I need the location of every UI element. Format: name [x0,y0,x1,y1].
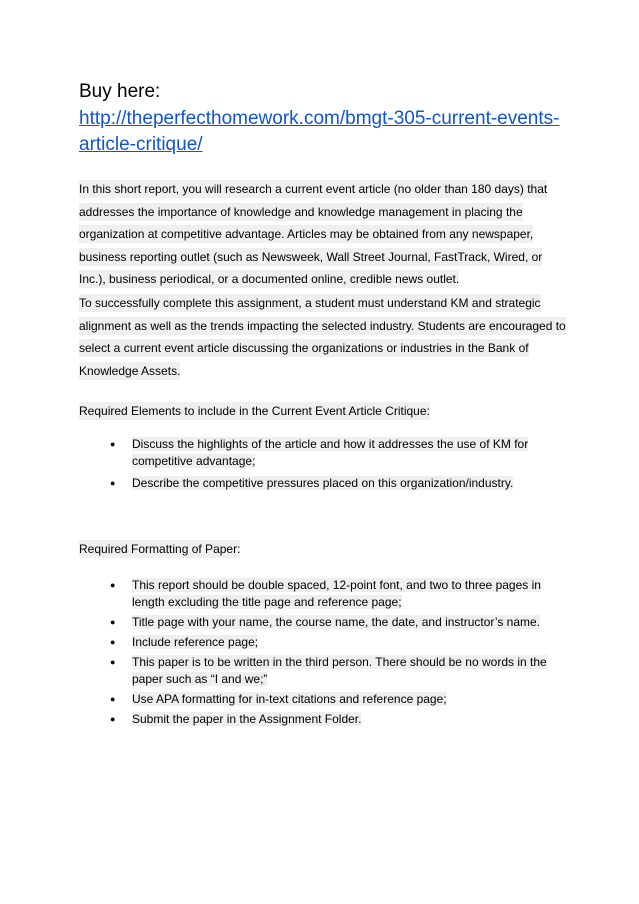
intro-paragraph-text: In this short report, you will research a current event article (no older than 180 days) that addresses the importance of knowledge and knowledge management in placing the organization at competitive advantage. Articles may be obtained from any newspaper, business reporting outlet (such as Newsweek, Wall Street Journal, FastTrack, Wired, or Inc.), business periodical, or a documented online, credible news outlet. [79,182,548,286]
list-item-text: Include reference page; [132,635,259,649]
bullet-icon: ● [110,617,116,627]
bullet-icon: ● [110,439,116,449]
required-formatting-heading [79,538,569,561]
list-item [110,691,560,708]
list-item-text: Use APA formatting for in-text citations and reference page; [132,692,447,706]
required-elements-heading-text: Required Elements to include in the Current Event Article Critique: [79,404,430,418]
bullet-icon: ● [110,657,116,667]
list-item-text: This report should be double spaced, 12-point font, and two to three pages in length excluding the title page and reference page; [132,578,541,609]
product-link[interactable]: http://theperfecthomework.com/bmgt-305-current-events-article-critique/ [79,108,560,155]
buy-here-heading: Buy here: [79,81,161,102]
list-item [110,654,560,688]
list-item-text: This paper is to be written in the third person. There should be no words in the paper such as “I and we;” [132,655,547,686]
list-item [110,475,560,492]
bullet-icon: ● [110,637,116,647]
list-item [110,614,560,631]
required-elements-list [110,436,560,497]
requirements-paragraph [79,292,569,382]
list-item-text: Discuss the highlights of the article and how it addresses the use of KM for competitive advantage; [132,437,529,468]
required-formatting-list [110,577,560,731]
list-item [110,577,560,611]
requirements-paragraph-text: To successfully complete this assignment, a student must understand KM and strategic alignment as well as the trends impacting the selected industry. Students are encouraged to select a current event article discussing the organizations or industries in the Bank of Knowledge Assets. [79,296,566,378]
list-item-text: Submit the paper in the Assignment Folder. [132,712,362,726]
list-item [110,436,560,470]
required-elements-heading [79,400,569,423]
bullet-icon: ● [110,478,116,488]
required-formatting-heading-text: Required Formatting of Paper: [79,542,241,556]
list-item-text: Describe the competitive pressures placed on this organization/industry. [132,476,514,490]
list-item [110,711,560,728]
intro-paragraph [79,178,569,291]
bullet-icon: ● [110,694,116,704]
list-item [110,634,560,651]
bullet-icon: ● [110,714,116,724]
list-item-text: Title page with your name, the course name, the date, and instructor’s name. [132,615,540,629]
bullet-icon: ● [110,580,116,590]
